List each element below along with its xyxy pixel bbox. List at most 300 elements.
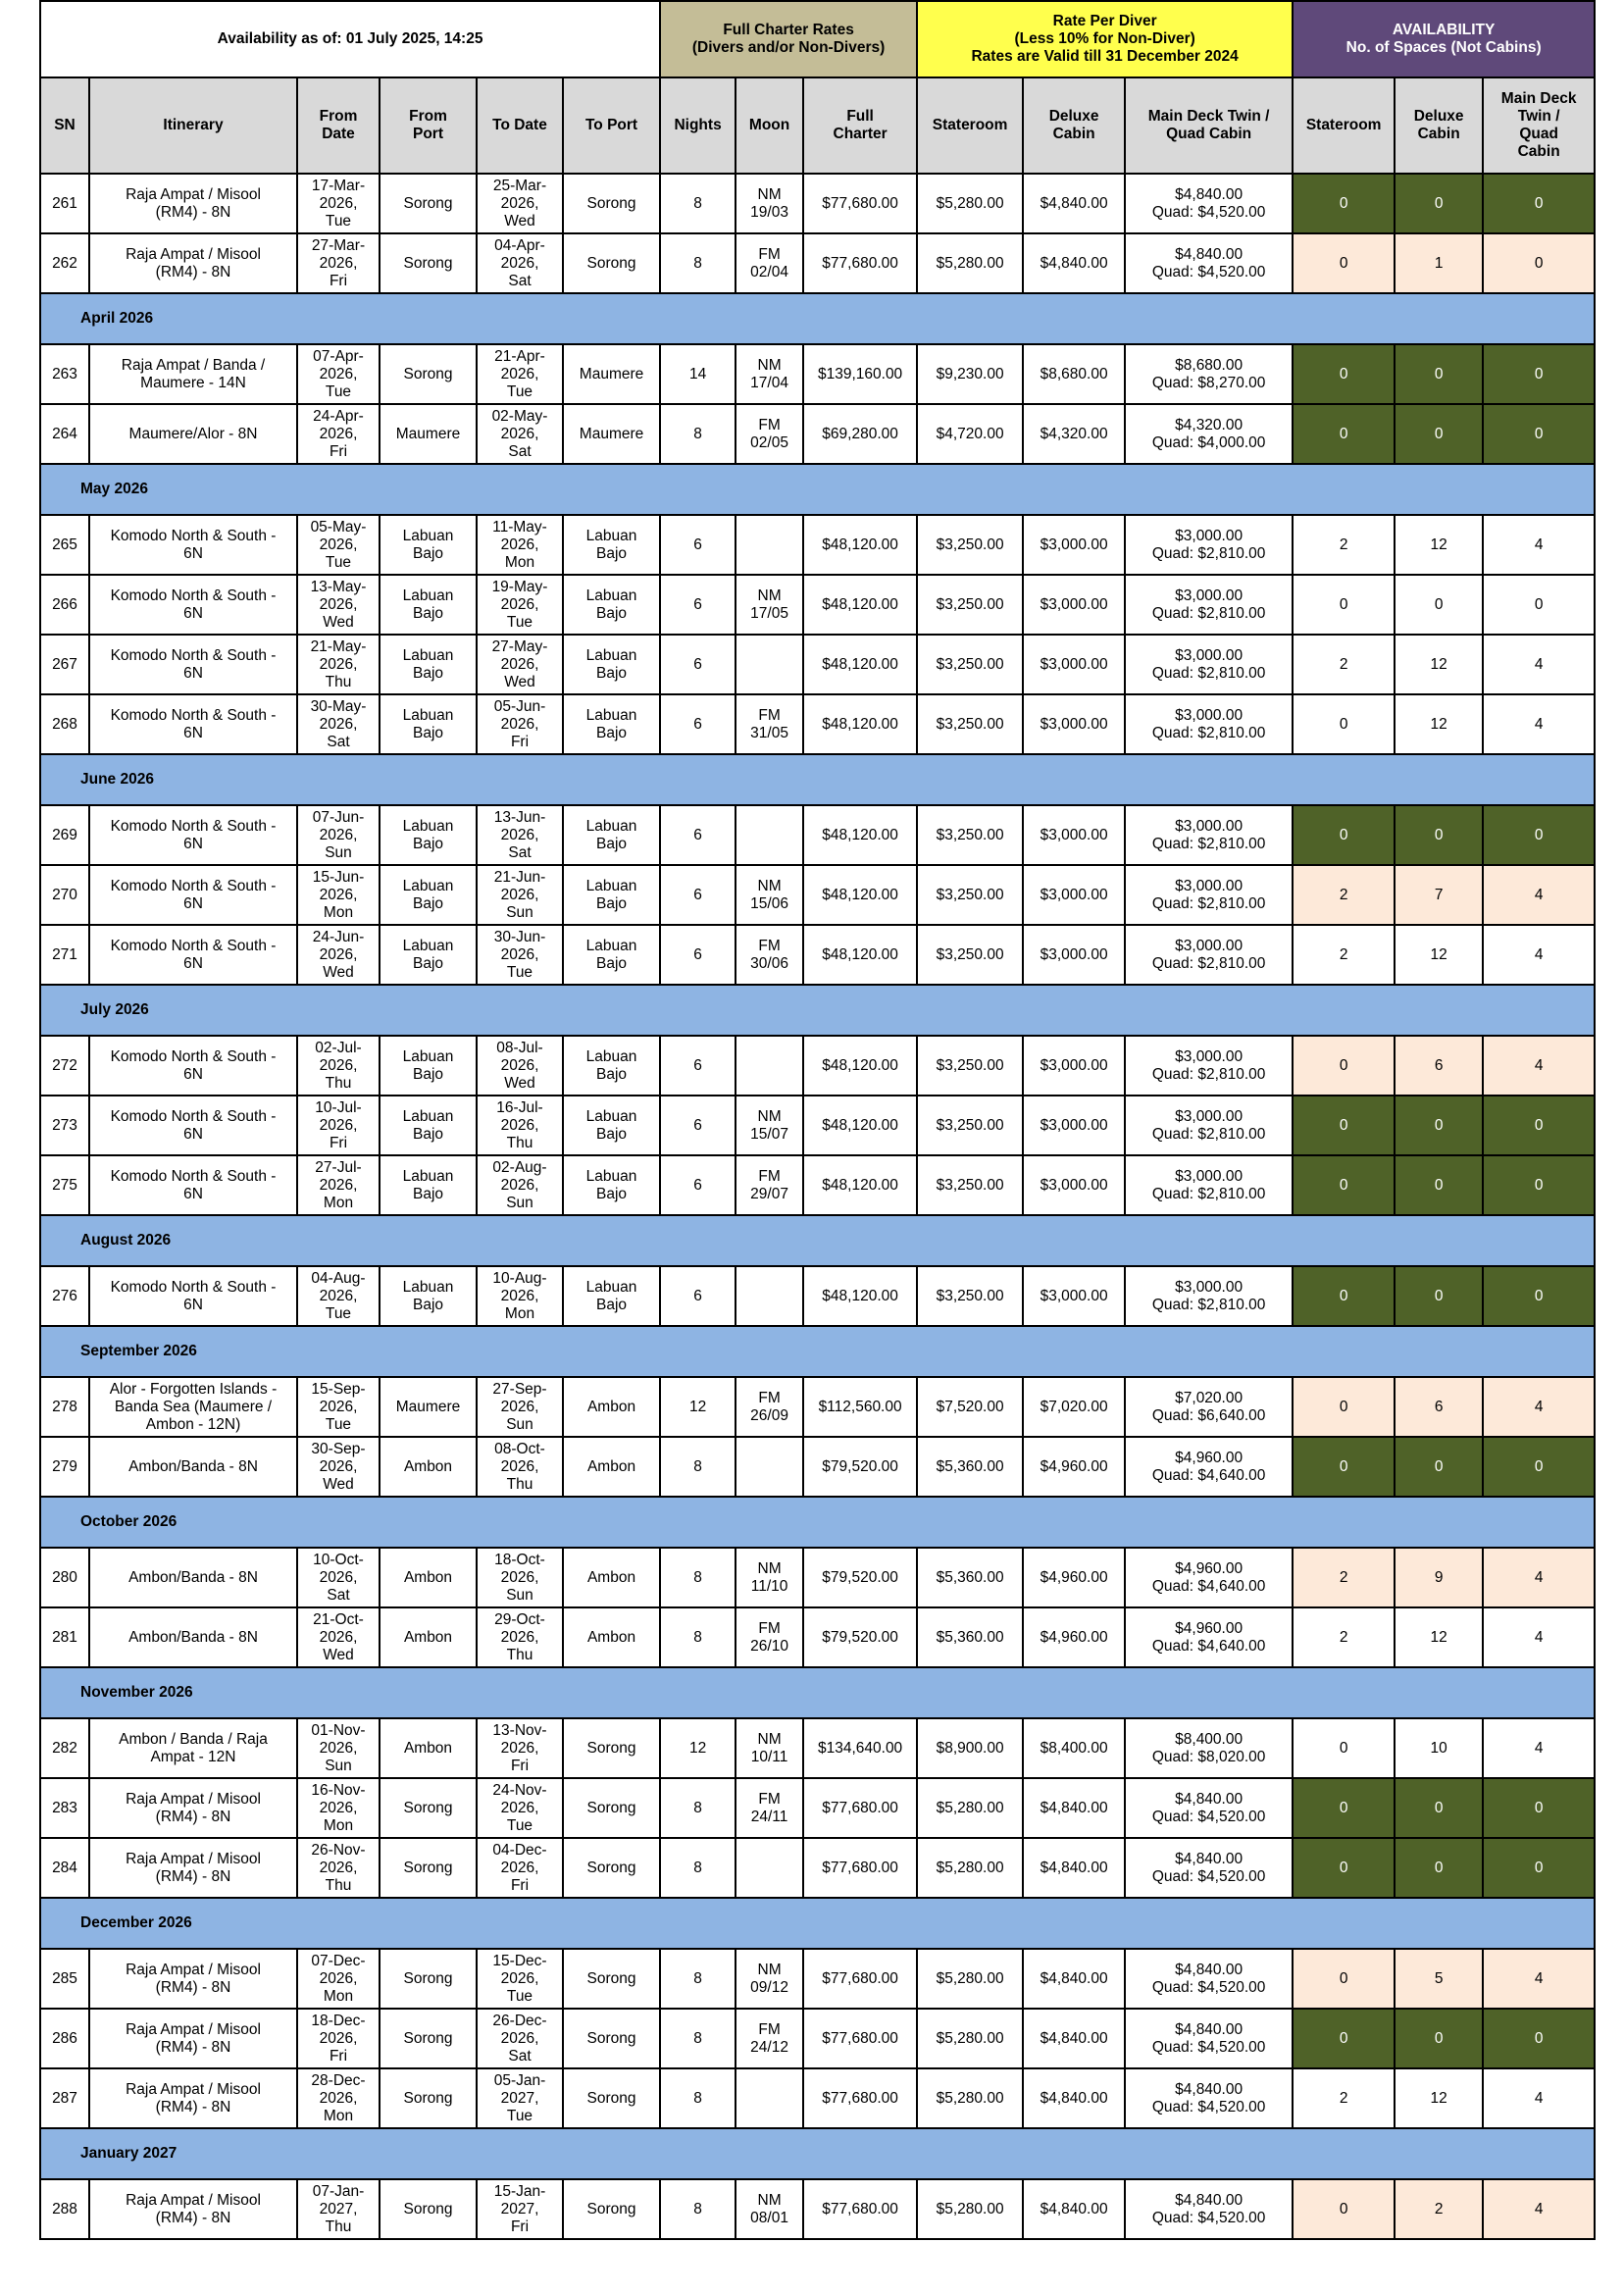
from-port-cell-line: Sorong [403, 365, 453, 382]
from-port-cell-line: Labuan [402, 527, 454, 544]
avail-main-deck-cell: 4 [1483, 925, 1595, 985]
avail-stateroom-cell: 2 [1293, 1607, 1395, 1667]
moon-cell [736, 1377, 803, 1437]
avail-stateroom-cell: 0 [1293, 1718, 1395, 1778]
moon-cell [736, 1548, 803, 1607]
month-band [40, 464, 1595, 515]
to-port-cell [563, 635, 660, 694]
to-date-cell-line: Tue [506, 2107, 533, 2124]
to-date-cell-line: Thu [506, 1475, 533, 1493]
itinerary-cell-line: Raja Ampat / Misool [126, 1790, 261, 1808]
to-port-cell-line: Sorong [586, 1859, 636, 1876]
from-port-cell [380, 1718, 477, 1778]
from-date-cell [297, 694, 380, 754]
to-date-cell-line: 2026, [500, 535, 539, 553]
avail-stateroom-cell: 2 [1293, 1548, 1395, 1607]
to-date-cell-line: 2026, [500, 945, 539, 963]
to-date-cell-line: 13-Jun- [493, 808, 546, 826]
full-charter-cell: $77,680.00 [803, 1838, 917, 1898]
to-port-cell-line: Sorong [586, 1799, 636, 1816]
to-port-cell [563, 174, 660, 233]
from-port-cell [380, 2179, 477, 2239]
from-date-cell-line: 21-Oct- [313, 1610, 364, 1628]
moon-cell [736, 233, 803, 293]
itinerary-cell-line: 6N [183, 1125, 203, 1143]
to-date-cell-line: 29-Oct- [494, 1610, 545, 1628]
from-date-cell [297, 1266, 380, 1326]
to-date-cell-line: 2026, [500, 1628, 539, 1646]
to-port-cell-line: Labuan [585, 646, 637, 664]
itinerary-cell-line: 6N [183, 544, 203, 562]
to-port-cell-line: Labuan [585, 586, 637, 604]
from-date-cell-line: 2027, [319, 2200, 358, 2218]
from-date-cell-line: Mon [323, 2107, 354, 2124]
full-charter-cell: $79,520.00 [803, 1437, 917, 1497]
main-deck-rate-cell [1125, 694, 1293, 754]
to-date-cell-line: Thu [506, 1134, 533, 1151]
moon-cell-line: 29/07 [750, 1185, 788, 1202]
itinerary-cell-line: 6N [183, 954, 203, 972]
from-port-cell [380, 925, 477, 985]
from-date-cell-line: Thu [325, 2218, 352, 2235]
moon-cell [736, 344, 803, 404]
to-port-cell [563, 404, 660, 464]
from-port-cell-line: Labuan [402, 1107, 454, 1125]
from-port-cell-line: Labuan [402, 1047, 454, 1065]
avail-main-deck-cell: 0 [1483, 1838, 1595, 1898]
main-deck-rate-cell-line: Quad: $4,520.00 [1151, 2098, 1266, 2116]
moon-cell [736, 2068, 803, 2128]
main-deck-rate-cell-line: $8,400.00 [1175, 1730, 1243, 1748]
itinerary-cell [89, 805, 297, 865]
main-deck-rate-cell-line: Quad: $2,810.00 [1151, 1185, 1266, 1202]
month-label: November 2026 [40, 1667, 1595, 1718]
from-port-cell-line: Bajo [412, 894, 444, 912]
to-date-cell [477, 1266, 563, 1326]
itinerary-cell-line: 6N [183, 894, 203, 912]
to-date-cell-line: Sat [508, 442, 532, 460]
itinerary-cell-line: Maumere - 14N [140, 374, 246, 391]
from-date-cell-line: 2026, [319, 1739, 358, 1757]
full-charter-rates-title: Full Charter Rates [723, 22, 854, 38]
sn-cell: 270 [40, 865, 89, 925]
from-date-cell-line: Thu [325, 1074, 352, 1092]
to-port-cell [563, 1437, 660, 1497]
from-port-cell [380, 515, 477, 575]
itinerary-cell-line: Komodo North & South - [110, 586, 277, 604]
main-deck-rate-cell [1125, 1096, 1293, 1155]
from-date-cell-line: 2026, [319, 886, 358, 903]
full-charter-cell: $77,680.00 [803, 1949, 917, 2009]
to-date-cell-line: 04-Dec- [492, 1841, 547, 1859]
main-deck-rate-cell-line: Quad: $2,810.00 [1151, 604, 1266, 622]
to-date-cell-line: 19-May- [491, 578, 548, 595]
main-deck-rate-cell [1125, 404, 1293, 464]
moon-cell-line: FM [758, 1389, 781, 1406]
to-date-cell-line: 08-Oct- [494, 1440, 545, 1457]
from-date-cell [297, 2009, 380, 2068]
sn-cell: 279 [40, 1437, 89, 1497]
main-deck-rate-cell [1125, 865, 1293, 925]
itinerary-cell [89, 1949, 297, 2009]
moon-cell-line: FM [758, 706, 781, 724]
avail-stateroom-cell: 0 [1293, 1838, 1395, 1898]
avail-main-deck-cell: 4 [1483, 1607, 1595, 1667]
main-deck-rate-cell-line: $3,000.00 [1175, 586, 1243, 604]
from-port-cell [380, 2068, 477, 2128]
month-label: December 2026 [40, 1898, 1595, 1949]
itinerary-cell-line: Raja Ampat / Misool [126, 1961, 261, 1978]
full-charter-cell: $79,520.00 [803, 1607, 917, 1667]
from-port-cell-line: Labuan [402, 646, 454, 664]
from-date-cell-line: 2026, [319, 1859, 358, 1876]
deluxe-rate-cell: $3,000.00 [1023, 1155, 1125, 1215]
avail-deluxe-cell: 0 [1395, 1266, 1483, 1326]
main-deck-rate-cell [1125, 1607, 1293, 1667]
stateroom-rate-cell: $3,250.00 [917, 575, 1023, 635]
from-date-cell-line: 15-Sep- [311, 1380, 366, 1398]
avail-stateroom-cell: 0 [1293, 805, 1395, 865]
stateroom-rate-cell: $3,250.00 [917, 1266, 1023, 1326]
nights-cell: 6 [660, 1036, 736, 1096]
main-deck-rate-cell-line: $4,840.00 [1175, 1961, 1243, 1978]
itinerary-cell-line: 6N [183, 724, 203, 741]
main-deck-rate-cell [1125, 174, 1293, 233]
from-date-cell-line: Fri [329, 272, 348, 289]
nights-cell: 8 [660, 2068, 736, 2128]
col-avail-main-deck: Main Deck Twin / Quad Cabin [1483, 77, 1595, 174]
col-from-port: From Port [380, 77, 477, 174]
deluxe-rate-cell: $8,680.00 [1023, 344, 1125, 404]
itinerary-cell [89, 1548, 297, 1607]
avail-deluxe-cell: 0 [1395, 1838, 1483, 1898]
main-deck-rate-cell-line: $3,000.00 [1175, 1107, 1243, 1125]
itinerary-cell-line: (RM4) - 8N [155, 1808, 231, 1825]
full-charter-cell: $48,120.00 [803, 1036, 917, 1096]
avail-main-deck-cell: 0 [1483, 1096, 1595, 1155]
deluxe-rate-cell: $4,840.00 [1023, 1838, 1125, 1898]
to-port-cell [563, 805, 660, 865]
from-port-cell [380, 1838, 477, 1898]
to-date-cell-line: 2026, [500, 1859, 539, 1876]
itinerary-cell-line: (RM4) - 8N [155, 263, 231, 280]
from-port-cell [380, 1778, 477, 1838]
from-date-cell [297, 805, 380, 865]
moon-cell [736, 2179, 803, 2239]
itinerary-cell [89, 404, 297, 464]
nights-cell: 6 [660, 1155, 736, 1215]
to-date-cell-line: 30-Jun- [493, 928, 546, 945]
avail-main-deck-cell: 4 [1483, 1036, 1595, 1096]
to-date-cell-line: 2026, [500, 1116, 539, 1134]
itinerary-cell-line: Komodo North & South - [110, 937, 277, 954]
itinerary-cell [89, 694, 297, 754]
itinerary-cell-line: 6N [183, 835, 203, 852]
itinerary-cell-line: Ambon/Banda - 8N [128, 1568, 258, 1586]
table-row [40, 2009, 1595, 2068]
moon-cell-line: FM [758, 1167, 781, 1185]
from-port-cell [380, 1437, 477, 1497]
to-date-cell-line: Sun [506, 1586, 533, 1604]
from-port-cell-line: Bajo [412, 1185, 444, 1202]
itinerary-cell [89, 2179, 297, 2239]
from-port-cell-line: Maumere [395, 1398, 461, 1415]
moon-cell-line: 26/10 [750, 1637, 788, 1655]
full-charter-cell: $48,120.00 [803, 1096, 917, 1155]
sn-cell: 264 [40, 404, 89, 464]
from-date-cell-line: 02-Jul- [315, 1039, 362, 1056]
from-port-cell-line: Bajo [412, 1125, 444, 1143]
avail-deluxe-cell: 10 [1395, 1718, 1483, 1778]
avail-main-deck-cell: 0 [1483, 2009, 1595, 2068]
full-charter-cell: $48,120.00 [803, 865, 917, 925]
full-charter-cell: $69,280.00 [803, 404, 917, 464]
from-date-cell-line: 2026, [319, 1398, 358, 1415]
moon-cell [736, 1096, 803, 1155]
moon-cell-line: 30/06 [750, 954, 788, 972]
to-port-cell-line: Bajo [596, 1065, 628, 1083]
nights-cell: 8 [660, 1949, 736, 2009]
main-deck-rate-cell-line: $3,000.00 [1175, 817, 1243, 835]
col-nights: Nights [660, 77, 736, 174]
main-deck-rate-cell-line: $3,000.00 [1175, 1047, 1243, 1065]
main-deck-rate-cell-line: Quad: $8,020.00 [1151, 1748, 1266, 1765]
itinerary-cell-line: Raja Ampat / Misool [126, 245, 261, 263]
from-port-cell-line: Bajo [412, 664, 444, 682]
avail-stateroom-cell: 0 [1293, 174, 1395, 233]
avail-stateroom-cell: 0 [1293, 575, 1395, 635]
rate-per-diver-note: (Less 10% for Non-Diver) [1014, 30, 1195, 47]
to-port-cell-line: Sorong [586, 2029, 636, 2047]
from-port-cell-line: Sorong [403, 1969, 453, 1987]
to-date-cell-line: 05-Jan- [493, 2071, 546, 2089]
sn-cell: 282 [40, 1718, 89, 1778]
from-port-cell-line: Labuan [402, 937, 454, 954]
to-date-cell-line: 2026, [500, 886, 539, 903]
main-deck-rate-cell-line: Quad: $2,810.00 [1151, 1065, 1266, 1083]
from-date-cell [297, 233, 380, 293]
col-to-port: To Port [563, 77, 660, 174]
to-date-cell-line: 2026, [500, 1176, 539, 1194]
to-date-cell-line: 27-Sep- [492, 1380, 547, 1398]
main-deck-rate-cell [1125, 1437, 1293, 1497]
from-port-cell [380, 233, 477, 293]
table-row [40, 2179, 1595, 2239]
to-date-cell-line: Sat [508, 843, 532, 861]
sn-cell: 266 [40, 575, 89, 635]
nights-cell: 8 [660, 1838, 736, 1898]
moon-cell-line: FM [758, 937, 781, 954]
main-deck-rate-cell-line: Quad: $2,810.00 [1151, 894, 1266, 912]
full-charter-cell: $77,680.00 [803, 2068, 917, 2128]
from-date-cell [297, 2179, 380, 2239]
to-date-cell-line: Sat [508, 2047, 532, 2065]
to-port-cell [563, 515, 660, 575]
moon-cell-line: 09/12 [750, 1978, 788, 1996]
avail-deluxe-cell: 12 [1395, 694, 1483, 754]
to-date-cell-line: 02-Aug- [492, 1158, 547, 1176]
itinerary-cell [89, 635, 297, 694]
from-date-cell-line: 24-Jun- [312, 928, 365, 945]
avail-deluxe-cell: 0 [1395, 1155, 1483, 1215]
avail-deluxe-cell: 12 [1395, 515, 1483, 575]
full-charter-cell: $48,120.00 [803, 925, 917, 985]
from-date-cell-line: Thu [325, 1876, 352, 1894]
to-port-cell [563, 694, 660, 754]
moon-cell-line: NM [757, 586, 782, 604]
to-date-cell-line: Wed [504, 1074, 535, 1092]
to-date-cell [477, 805, 563, 865]
from-date-cell-line: Fri [329, 1134, 348, 1151]
from-date-cell-line: 2026, [319, 1457, 358, 1475]
deluxe-rate-cell: $3,000.00 [1023, 575, 1125, 635]
itinerary-cell-line: Komodo North & South - [110, 1278, 277, 1296]
avail-deluxe-cell: 0 [1395, 1778, 1483, 1838]
moon-cell [736, 1155, 803, 1215]
from-date-cell-line: 27-Mar- [311, 236, 366, 254]
to-date-cell-line: 2026, [500, 365, 539, 382]
stateroom-rate-cell: $5,280.00 [917, 174, 1023, 233]
to-port-cell [563, 1548, 660, 1607]
moon-cell [736, 404, 803, 464]
table-row [40, 1377, 1595, 1437]
itinerary-cell-line: Komodo North & South - [110, 1047, 277, 1065]
to-port-cell-line: Bajo [596, 1296, 628, 1313]
itinerary-cell [89, 865, 297, 925]
stateroom-rate-cell: $9,230.00 [917, 344, 1023, 404]
stateroom-rate-cell: $5,360.00 [917, 1548, 1023, 1607]
to-date-cell [477, 1778, 563, 1838]
to-date-cell-line: Tue [506, 613, 533, 631]
stateroom-rate-cell: $5,280.00 [917, 1778, 1023, 1838]
avail-deluxe-cell: 1 [1395, 233, 1483, 293]
col-from-date: From Date [297, 77, 380, 174]
availability-table [39, 0, 1596, 2240]
from-port-cell [380, 1377, 477, 1437]
to-date-cell [477, 344, 563, 404]
avail-stateroom-cell: 2 [1293, 515, 1395, 575]
avail-main-deck-cell: 4 [1483, 2179, 1595, 2239]
availability-note: No. of Spaces (Not Cabins) [1345, 39, 1542, 56]
moon-cell-line: FM [758, 1790, 781, 1808]
col-sn: SN [40, 77, 89, 174]
avail-stateroom-cell: 0 [1293, 2179, 1395, 2239]
full-charter-cell: $48,120.00 [803, 1266, 917, 1326]
moon-cell [736, 174, 803, 233]
to-port-cell-line: Sorong [586, 2200, 636, 2218]
from-date-cell-line: Thu [325, 673, 352, 690]
full-charter-cell: $77,680.00 [803, 2179, 917, 2239]
to-date-cell-line: Fri [510, 1757, 530, 1774]
main-deck-rate-cell [1125, 805, 1293, 865]
to-port-cell [563, 1949, 660, 2009]
from-date-cell-line: 07-Apr- [313, 347, 364, 365]
month-label: July 2026 [40, 985, 1595, 1036]
moon-cell-line: 02/05 [750, 433, 788, 451]
to-date-cell-line: 2026, [500, 1398, 539, 1415]
col-deluxe-rate: Deluxe Cabin [1023, 77, 1125, 174]
from-date-cell-line: Sun [325, 1757, 352, 1774]
avail-stateroom-cell: 0 [1293, 344, 1395, 404]
nights-cell: 8 [660, 1437, 736, 1497]
from-port-cell-line: Labuan [402, 586, 454, 604]
from-date-cell [297, 575, 380, 635]
avail-deluxe-cell: 12 [1395, 1607, 1483, 1667]
to-date-cell-line: 2026, [500, 826, 539, 843]
avail-deluxe-cell: 5 [1395, 1949, 1483, 2009]
avail-main-deck-cell: 4 [1483, 1548, 1595, 1607]
from-port-cell [380, 575, 477, 635]
from-date-cell-line: Mon [323, 903, 354, 921]
to-date-cell-line: 25-Mar- [492, 177, 547, 194]
table-row [40, 1949, 1595, 2009]
from-port-cell [380, 635, 477, 694]
main-deck-rate-cell-line: Quad: $2,810.00 [1151, 544, 1266, 562]
nights-cell: 6 [660, 635, 736, 694]
itinerary-cell-line: Ambon/Banda - 8N [128, 1457, 258, 1475]
main-deck-rate-cell-line: Quad: $2,810.00 [1151, 724, 1266, 741]
stateroom-rate-cell: $5,280.00 [917, 2179, 1023, 2239]
to-date-cell-line: 24-Nov- [492, 1781, 547, 1799]
itinerary-cell-line: Ambon/Banda - 8N [128, 1628, 258, 1646]
from-date-cell-line: 07-Jan- [312, 2182, 365, 2200]
from-date-cell [297, 1437, 380, 1497]
main-deck-rate-cell-line: $4,840.00 [1175, 2020, 1243, 2038]
main-deck-rate-cell-line: Quad: $4,640.00 [1151, 1637, 1266, 1655]
from-date-cell-line: 18-Dec- [311, 2012, 366, 2029]
main-deck-rate-cell-line: Quad: $4,640.00 [1151, 1577, 1266, 1595]
to-date-cell [477, 865, 563, 925]
stateroom-rate-cell: $5,360.00 [917, 1607, 1023, 1667]
to-port-cell [563, 2009, 660, 2068]
main-deck-rate-cell-line: $4,840.00 [1175, 245, 1243, 263]
to-date-cell [477, 1096, 563, 1155]
stateroom-rate-cell: $7,520.00 [917, 1377, 1023, 1437]
to-port-cell-line: Sorong [586, 2089, 636, 2107]
moon-cell-line: NM [757, 1961, 782, 1978]
main-deck-rate-cell-line: $3,000.00 [1175, 937, 1243, 954]
to-date-cell-line: 2026, [500, 655, 539, 673]
to-port-cell [563, 1155, 660, 1215]
from-date-cell [297, 1036, 380, 1096]
to-port-cell [563, 1266, 660, 1326]
main-deck-rate-cell [1125, 344, 1293, 404]
to-date-cell [477, 2179, 563, 2239]
nights-cell: 6 [660, 1266, 736, 1326]
to-port-cell-line: Labuan [585, 1278, 637, 1296]
nights-cell: 6 [660, 925, 736, 985]
main-deck-rate-cell-line: $4,840.00 [1175, 2080, 1243, 2098]
nights-cell: 8 [660, 1607, 736, 1667]
moon-cell-line: 17/04 [750, 374, 788, 391]
itinerary-cell-line: Raja Ampat / Banda / [121, 356, 266, 374]
main-deck-rate-cell-line: $8,680.00 [1175, 356, 1243, 374]
nights-cell: 8 [660, 233, 736, 293]
main-deck-rate-cell [1125, 1155, 1293, 1215]
itinerary-cell-line: (RM4) - 8N [155, 203, 231, 221]
table-row [40, 1096, 1595, 1155]
to-date-cell-line: 21-Jun- [493, 868, 546, 886]
from-date-cell-line: 2026, [319, 1287, 358, 1304]
from-date-cell-line: 2026, [319, 2089, 358, 2107]
to-port-cell-line: Sorong [586, 1969, 636, 1987]
table-row [40, 1838, 1595, 1898]
to-date-cell-line: Wed [504, 673, 535, 690]
main-deck-rate-cell-line: $3,000.00 [1175, 877, 1243, 894]
moon-cell-line: NM [757, 2191, 782, 2209]
month-label: January 2027 [40, 2128, 1595, 2179]
from-date-cell-line: 2026, [319, 1799, 358, 1816]
